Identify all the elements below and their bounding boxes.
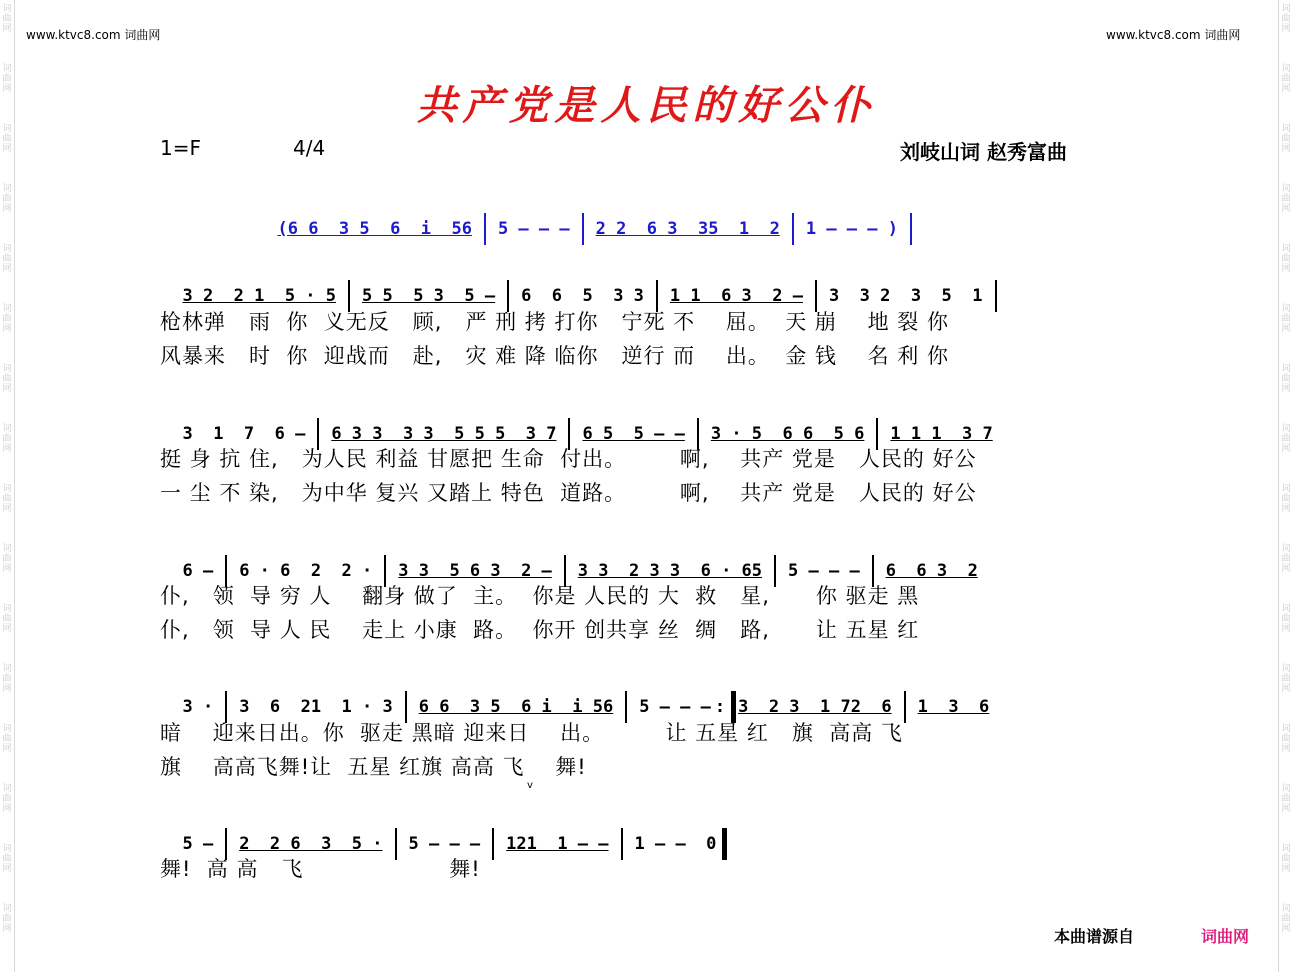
measure: 5 — — — [408, 834, 481, 854]
watermark-mark: 词曲网 [1281, 844, 1291, 874]
intro-measure-3: 2 2 6 3 35 1 2 [595, 219, 780, 239]
watermark-mark: 词曲网 [2, 184, 12, 214]
watermark-mark: 词曲网 [2, 784, 12, 814]
notes-line-1 [160, 260, 1007, 312]
measure: 5 — — — [788, 561, 860, 581]
watermark-mark: 词曲网 [2, 124, 12, 154]
measure: 5 — [182, 834, 214, 854]
measure: 3 3 2 3 5 1 [828, 286, 983, 306]
barline [904, 691, 906, 723]
breath-mark: v [527, 780, 533, 791]
watermark-mark: 词曲网 [1281, 904, 1291, 934]
measure: 3 2 2 1 5 · 5 [182, 286, 337, 306]
watermark-mark: 词曲网 [2, 604, 12, 634]
watermark-mark: 词曲网 [2, 244, 12, 274]
measure: 6 5 5 — — [582, 424, 685, 444]
lyrics-line-3-verse-2: 仆, 领 导 人 民 走上 小康 路。 你开 创共享 丝 绸 路, 让 五星 红 [160, 618, 920, 642]
measure: 6 — [182, 561, 214, 581]
song-credits: 刘岐山词 赵秀富曲 [900, 140, 1067, 164]
watermark-mark: 词曲网 [1281, 484, 1291, 514]
source-label: 本曲谱源自 [1054, 927, 1135, 946]
lyrics-line-2-verse-1: 挺 身 抗 住, 为人民 利益 甘愿把 生命 付出。 啊, 共产 党是 人民的 好公 [160, 447, 977, 471]
key-signature: 1=F [160, 136, 201, 160]
barline [621, 828, 623, 860]
watermark-mark: 词曲网 [1281, 724, 1291, 754]
measure: 6 · 6 2 2 · [239, 561, 373, 581]
watermark-mark: 词曲网 [2, 364, 12, 394]
right-watermark-strip [1278, 0, 1293, 972]
time-signature: 4/4 [293, 136, 326, 160]
lyrics-line-5-verse-1: 舞! 高 高 飞 舞! [160, 857, 481, 881]
intro-measure-1: (6 6 3 5 6 i 56 [277, 219, 472, 239]
barline [910, 213, 912, 245]
barline [792, 213, 794, 245]
lyrics-line-1-verse-2: 风暴来 时 你 迎战而 赴, 灾 难 降 临你 逆行 而 出。 金 钱 名 利 你 [160, 344, 949, 368]
measure: 1 1 1 3 7 [890, 424, 993, 444]
measure: 3 2 3 1 72 6 [738, 697, 892, 717]
watermark-mark: 词曲网 [2, 4, 12, 34]
watermark-mark: 词曲网 [2, 664, 12, 694]
measure: 121 1 — — [506, 834, 609, 854]
watermark-mark: 词曲网 [1281, 604, 1291, 634]
lyrics-line-4-verse-2: 旗 高高飞舞!让 五星 红旗 高高 飞 舞! [160, 755, 587, 779]
intro-notes [255, 193, 922, 245]
measure: 3 6 21 1 · 3 [239, 697, 393, 717]
watermark-mark: 词曲网 [1281, 784, 1291, 814]
watermark-mark: 词曲网 [1281, 244, 1291, 274]
watermark-mark: 词曲网 [1281, 184, 1291, 214]
watermark-mark: 词曲网 [1281, 124, 1291, 154]
barline [995, 280, 997, 312]
measure: 6 6 3 5 6 i i 56 [418, 697, 614, 717]
measure: 6 6 5 3 3 [521, 286, 644, 306]
site-url-left[interactable]: www.ktvc8.com 词曲网 [26, 28, 161, 42]
repeat-sign: : [714, 697, 726, 717]
barline [582, 213, 584, 245]
watermark-mark: 词曲网 [1281, 664, 1291, 694]
lyrics-line-4-verse-1: 暗 迎来日出。你 驱走 黑暗 迎来日 出。 让 五星 红 旗 高高 飞 [160, 721, 903, 745]
measure: 1 — — 0 [634, 834, 717, 854]
lyrics-line-2-verse-2: 一 尘 不 染, 为中华 复兴 又踏上 特色 道路。 啊, 共产 党是 人民的 好公 [160, 481, 977, 505]
measure: 5 — — — [639, 697, 711, 717]
watermark-mark: 词曲网 [2, 64, 12, 94]
lyrics-line-1-verse-1: 枪林弹 雨 你 义无反 顾, 严 刑 拷 打你 宁死 不 屈。 天 崩 地 裂 你 [160, 310, 949, 334]
notes-line-4 [160, 671, 991, 723]
measure: 2 2 6 3 5 · [239, 834, 383, 854]
song-title: 共产党是人民的好公仆 [416, 82, 877, 129]
measure: 3 3 5 6 3 2 — [398, 561, 552, 581]
measure: 1 1 6 3 2 — [669, 286, 803, 306]
watermark-mark: 词曲网 [2, 484, 12, 514]
measure: 3 3 2 3 3 6 · 65 [577, 561, 763, 581]
intro-measure-4: 1 — — — ) [805, 219, 898, 239]
watermark-mark: 词曲网 [2, 544, 12, 574]
watermark-mark: 词曲网 [2, 304, 12, 334]
barline [484, 213, 486, 245]
left-watermark-strip [0, 0, 15, 972]
watermark-mark: 词曲网 [2, 424, 12, 454]
watermark-mark: 词曲网 [1281, 424, 1291, 454]
measure: 3 · [182, 697, 214, 717]
watermark-mark: 词曲网 [1281, 64, 1291, 94]
lyrics-line-3-verse-1: 仆, 领 导 穷 人 翻身 做了 主。 你是 人民的 大 救 星, 你 驱走 黑 [160, 584, 920, 608]
watermark-mark: 词曲网 [1281, 364, 1291, 394]
measure: 1 3 6 [917, 697, 990, 717]
barline [492, 828, 494, 860]
measure: 3 1 7 6 — [182, 424, 306, 444]
final-barline [722, 828, 727, 860]
watermark-mark: 词曲网 [1281, 4, 1291, 34]
measure: 6 6 3 2 [885, 561, 978, 581]
watermark-mark: 词曲网 [2, 844, 12, 874]
watermark-mark: 词曲网 [2, 904, 12, 934]
measure: 5 5 5 3 5 — [362, 286, 496, 306]
watermark-mark: 词曲网 [2, 724, 12, 754]
watermark-mark: 词曲网 [1281, 544, 1291, 574]
source-site-link[interactable]: 词曲网 [1201, 927, 1250, 946]
intro-measure-2: 5 — — — [497, 219, 570, 239]
site-url-right[interactable]: www.ktvc8.com 词曲网 [1106, 28, 1241, 42]
measure: 3 · 5 6 6 5 6 [710, 424, 865, 444]
watermark-mark: 词曲网 [1281, 304, 1291, 334]
measure: 6 3 3 3 3 5 5 5 3 7 [331, 424, 557, 444]
